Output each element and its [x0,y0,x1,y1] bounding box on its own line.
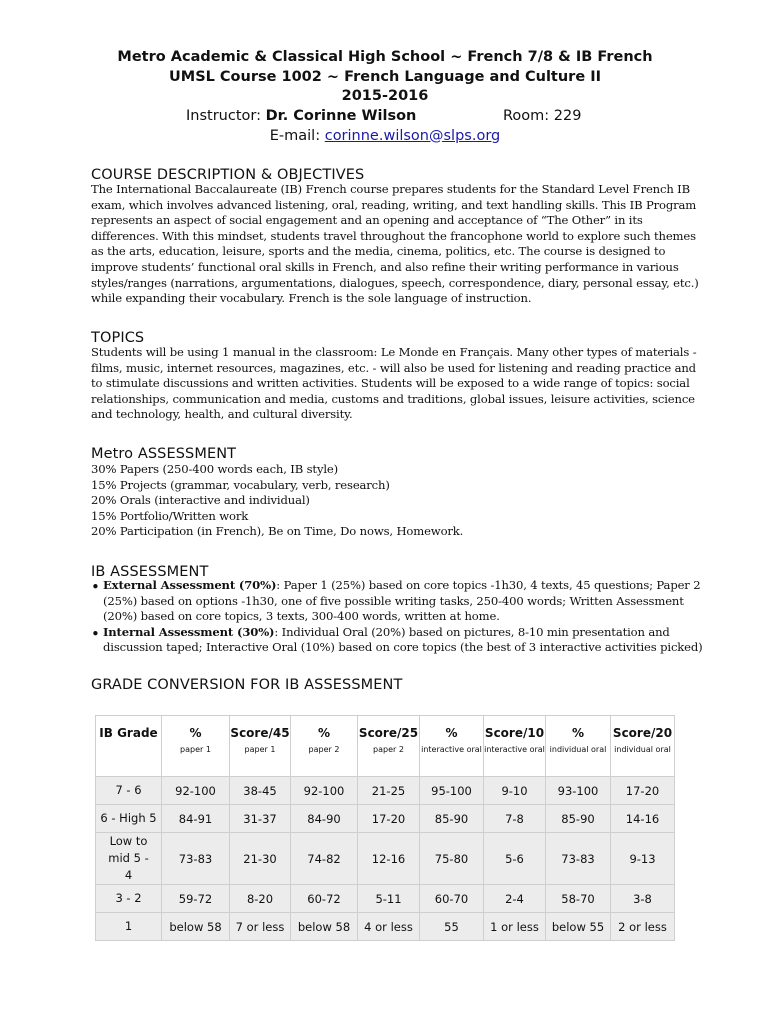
column-header [96,716,162,777]
metro-assessment-list [91,462,691,540]
table-cell: 5-11 [358,885,420,913]
table-cell: below 58 [291,913,358,941]
text-line: while expanding their vocabulary. French is the sole language of instruction. [91,291,532,306]
text-line: 15% Projects (grammar, vocabulary, verb, research) [91,477,390,492]
table-cell: 59-72 [162,885,230,913]
column-header [291,716,358,777]
text-line: as the arts, education, leisure, sports and the media, cinema, politics, etc. The course is designed to [91,244,666,259]
column-subtitle: paper 2 [308,745,340,754]
instructor-row [0,107,770,127]
text-line: styles/ranges (narrations, argumentations, dialogues, speech, correspondence, diary, personal essay, etc.) [91,275,699,290]
column-header [611,716,675,777]
table-cell: 84-91 [162,805,230,833]
grade-conversion-heading: GRADE CONVERSION FOR IB ASSESSMENT [91,677,403,693]
column-subtitle: interactive oral [421,745,482,754]
table-cell: 3-8 [611,885,675,913]
table-header-row [96,716,675,777]
course-description-text [91,182,699,307]
column-title: Score/20 [612,726,673,740]
column-title: Score/45 [230,726,290,740]
column-subtitle: paper 1 [244,745,276,754]
table-cell: 12-16 [358,833,420,885]
column-subtitle: paper 1 [180,745,211,754]
column-header [162,716,230,777]
column-subtitle: individual oral [549,745,607,754]
text-line: relationships, communication and media, customs and traditions, global issues, leisure activities, science [91,391,695,406]
ib-assessment-heading: IB ASSESSMENT [91,564,209,580]
table-cell: 7-8 [484,805,546,833]
table-cell: 7 or less [230,913,291,941]
instructor-name: Dr. Corinne Wilson [265,107,417,124]
table-cell: 93-100 [546,777,611,805]
text-line: to stimulate discussions and written activities. Students will be exposed to a wide range of topics: social [91,376,690,391]
column-header [484,716,546,777]
metro-assessment-heading: Metro ASSESSMENT [91,446,237,462]
table-cell: 21-25 [358,777,420,805]
column-subtitle: individual oral [614,745,671,754]
text-line: 20% Participation (in French), Be on Time, Do nows, Homework. [91,524,464,539]
table-cell: 17-20 [358,805,420,833]
table-cell: 38-45 [230,777,291,805]
table-cell: below 58 [162,913,230,941]
email-line: E-mail: corinne.wilson@slps.org [269,127,501,144]
table-cell: 9-13 [611,833,675,885]
text-line: differences. With this mindset, students travel throughout the francophone world to explore such themes [91,228,696,243]
table-cell: 31-37 [230,805,291,833]
table-cell: 58-70 [546,885,611,913]
school-title: Metro Academic & Classical High School ~ French 7/8 & IB French [117,49,653,65]
column-title: Score/10 [484,726,545,740]
column-header [546,716,611,777]
column-title: Score/25 [358,726,419,740]
column-title: IB Grade [99,726,158,740]
grade-cell: Low to mid 5 - 4 [96,833,162,885]
column-subtitle: interactive oral [484,745,545,754]
table-cell: 95-100 [420,777,484,805]
column-header [420,716,484,777]
column-title: % [189,726,202,740]
table-cell: 60-72 [291,885,358,913]
grade-cell: 1 [96,913,162,941]
text-line: represents an aspect of social engagement and an opening and acceptance of “The Other” in its [91,213,643,228]
course-title: UMSL Course 1002 ~ French Language and Culture II [168,68,602,85]
grade-cell: 6 - High 5 [96,805,162,833]
table-cell: 4 or less [358,913,420,941]
text-line: Students will be using 1 manual in the classroom: Le Monde en Français. Many other types of materials - [91,345,697,359]
document-header [0,48,770,146]
text-line: and technology, health, and cultural diversity. [91,407,353,422]
topics-text [91,345,697,423]
table-cell: 73-83 [162,833,230,885]
table-cell: 92-100 [162,777,230,805]
table-cell: 2 or less [611,913,675,941]
table-cell: below 55 [546,913,611,941]
table-row [96,913,675,941]
table-cell: 1 or less [484,913,546,941]
table-cell: 74-82 [291,833,358,885]
table-row [96,777,675,805]
text-line: 15% Portfolio/Written work [91,508,249,523]
school-year: 2015-2016 [341,88,429,104]
column-header [358,716,420,777]
bullet-icon: • [91,578,100,596]
table-cell: 75-80 [420,833,484,885]
table-cell: 73-83 [546,833,611,885]
table-cell: 14-16 [611,805,675,833]
table-cell: 21-30 [230,833,291,885]
text-line: exam, which involves advanced listening, oral, reading, writing, and text handling skills. This IB Program [91,197,697,212]
column-subtitle: paper 2 [373,745,404,754]
table-row [96,805,675,833]
table-cell: 8-20 [230,885,291,913]
column-title: % [317,726,331,740]
table-cell: 85-90 [420,805,484,833]
text-line: films, music, internet resources, magazines, etc. - will also be used for listening and reading practice and [91,360,696,375]
table-row [96,885,675,913]
table-cell: 60-70 [420,885,484,913]
grade-cell: 7 - 6 [96,777,162,805]
grade-cell: 3 - 2 [96,885,162,913]
text-line: The International Baccalaureate (IB) French course prepares students for the Standard Level French IB [91,182,690,196]
ib-assessment-list [91,578,703,656]
text-line: 20% Orals (interactive and individual) [91,493,310,508]
table-cell: 9-10 [484,777,546,805]
text-line: improve students’ functional oral skills in French, and also refine their writing performance in various [91,259,679,274]
external-assessment-item: • External Assessment (70%): Paper 1 (25%) based on core topics -1h30, 4 texts, 45 questions; Paper 2 (25%) based on options -1h30, one of five possible writing tasks, 250-400 words; Written Assessment (20%) based on core topics, 3 texts, 300-400 words, written at home. [91,578,701,624]
table-cell: 5-6 [484,833,546,885]
table-cell: 17-20 [611,777,675,805]
table-row [96,833,675,885]
topics-heading: TOPICS [91,330,145,346]
bullet-icon: • [91,624,100,643]
room-number: Room: 229 [503,107,582,124]
column-header [230,716,291,777]
column-title: % [571,726,585,740]
table-cell: 55 [420,913,484,941]
instructor: Instructor: Dr. Corinne Wilson [186,107,417,124]
column-title: % [445,726,458,740]
table-cell: 85-90 [546,805,611,833]
table-cell: 92-100 [291,777,358,805]
grade-conversion-table [95,715,675,941]
email-link[interactable]: corinne.wilson@slps.org [324,127,501,144]
text-line: 30% Papers (250-400 words each, IB style) [91,462,338,476]
course-description-heading: COURSE DESCRIPTION & OBJECTIVES [91,167,365,183]
internal-assessment-item: • Internal Assessment (30%): Individual Oral (20%) based on pictures, 8-10 min presentation and discussion taped; Interactive Oral (10%) based on core topics (the best of 3 interactive activities picked) [91,624,703,655]
table-cell: 84-90 [291,805,358,833]
table-cell: 2-4 [484,885,546,913]
